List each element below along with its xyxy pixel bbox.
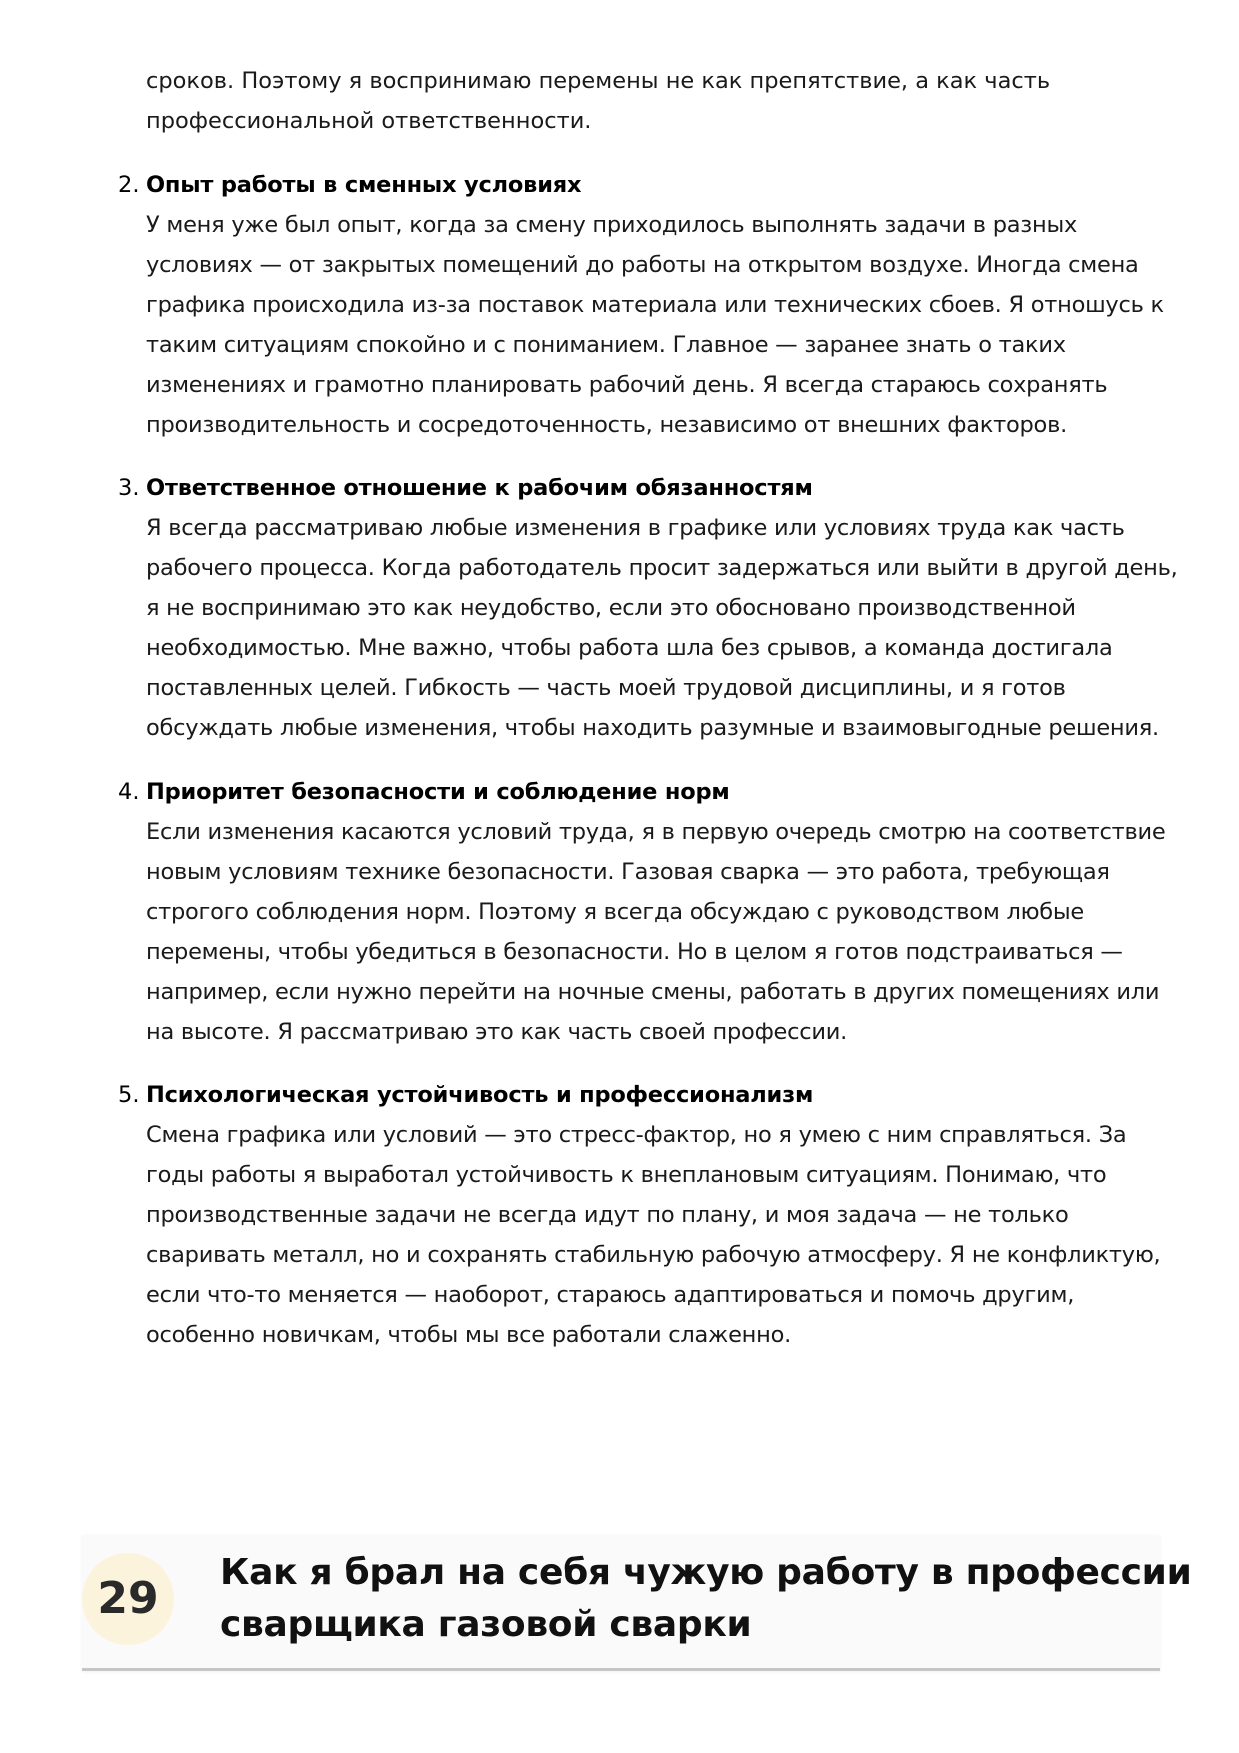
list-number: 3. [118,475,140,501]
text-line: производительность и сосредоточенность, независимо от внешних факторов. [146,412,1067,438]
text-line: перемены, чтобы убедиться в безопасности. Но в целом я готов подстраиваться — [146,939,1123,965]
text-line: У меня уже был опыт, когда за смену приходилось выполнять задачи в разных [146,212,1078,238]
text-line: профессиональной ответственности. [146,108,592,134]
text-line: условиях — от закрытых помещений до работы на открытом воздухе. Иногда смена [146,252,1139,278]
text-line: сваривать металл, но и сохранять стабильную рабочую атмосферу. Я не конфликтую, [146,1242,1161,1268]
text-line: особенно новичкам, чтобы мы все работали слаженно. [146,1322,791,1348]
text-line: графика происходила из-за поставок материала или технических сбоев. Я отношусь к [146,292,1164,318]
text-line: Если изменения касаются условий труда, я в первую очередь смотрю на соответствие [146,819,1166,845]
text-line: Я всегда рассматриваю любые изменения в графике или условиях труда как часть [146,515,1125,541]
list-item-body [146,812,1166,1052]
list-item-2 [118,165,1164,445]
list-item-body [146,508,1178,748]
section-title-line: сварщика газовой сварки [220,1604,752,1645]
text-line: таким ситуациям спокойно и с пониманием. Главное — заранее знать о таких [146,332,1066,358]
list-item-heading: Приоритет безопасности и соблюдение норм [146,779,730,805]
text-line: Смена графика или условий — это стресс-фактор, но я умею с ним справляться. За [146,1122,1127,1148]
list-item-heading: Ответственное отношение к рабочим обязанностям [146,475,813,501]
text-line: на высоте. Я рассматриваю это как часть своей профессии. [146,1019,848,1045]
list-item-body [146,205,1164,445]
list-item-heading: Психологическая устойчивость и профессионализм [146,1082,814,1108]
list-item-3 [118,468,1178,748]
text-line: строгого соблюдения норм. Поэтому я всегда обсуждаю с руководством любые [146,899,1084,925]
list-item-4 [118,772,1166,1052]
text-line: поставленных целей. Гибкость — часть моей трудовой дисциплины, и я готов [146,675,1066,701]
text-line: обсуждать любые изменения, чтобы находить разумные и взаимовыгодные решения. [146,715,1159,741]
list-item-5 [118,1075,1161,1355]
list-number: 2. [118,172,140,198]
text-line: я не воспринимаю это как неудобство, если это обосновано производственной [146,595,1076,621]
section-number-badge: 29 [82,1553,174,1645]
text-line: производственные задачи не всегда идут по плану, и моя задача — не только [146,1202,1069,1228]
list-item-body [146,1115,1161,1355]
list-item-heading: Опыт работы в сменных условиях [146,172,582,198]
list-number: 5. [118,1082,140,1108]
list-number: 4. [118,779,140,805]
text-line: новым условиям технике безопасности. Газовая сварка — это работа, требующая [146,859,1110,885]
intro-paragraph [146,61,1156,141]
text-line: изменениях и грамотно планировать рабочий день. Я всегда стараюсь сохранять [146,372,1108,398]
text-line: годы работы я выработал устойчивость к внеплановым ситуациям. Понимаю, что [146,1162,1107,1188]
section-title [220,1547,1192,1651]
text-line: необходимостью. Мне важно, чтобы работа шла без срывов, а команда достигала [146,635,1113,661]
text-line: например, если нужно перейти на ночные смены, работать в других помещениях или [146,979,1160,1005]
text-line: рабочего процесса. Когда работодатель просит задержаться или выйти в другой день, [146,555,1178,581]
section-header [82,1535,1192,1671]
text-line: сроков. Поэтому я воспринимаю перемены не как препятствие, а как часть [146,68,1051,94]
section-title-line: Как я брал на себя чужую работу в профессии [220,1552,1192,1593]
text-line: если что-то меняется — наоборот, стараюсь адаптироваться и помочь другим, [146,1282,1075,1308]
